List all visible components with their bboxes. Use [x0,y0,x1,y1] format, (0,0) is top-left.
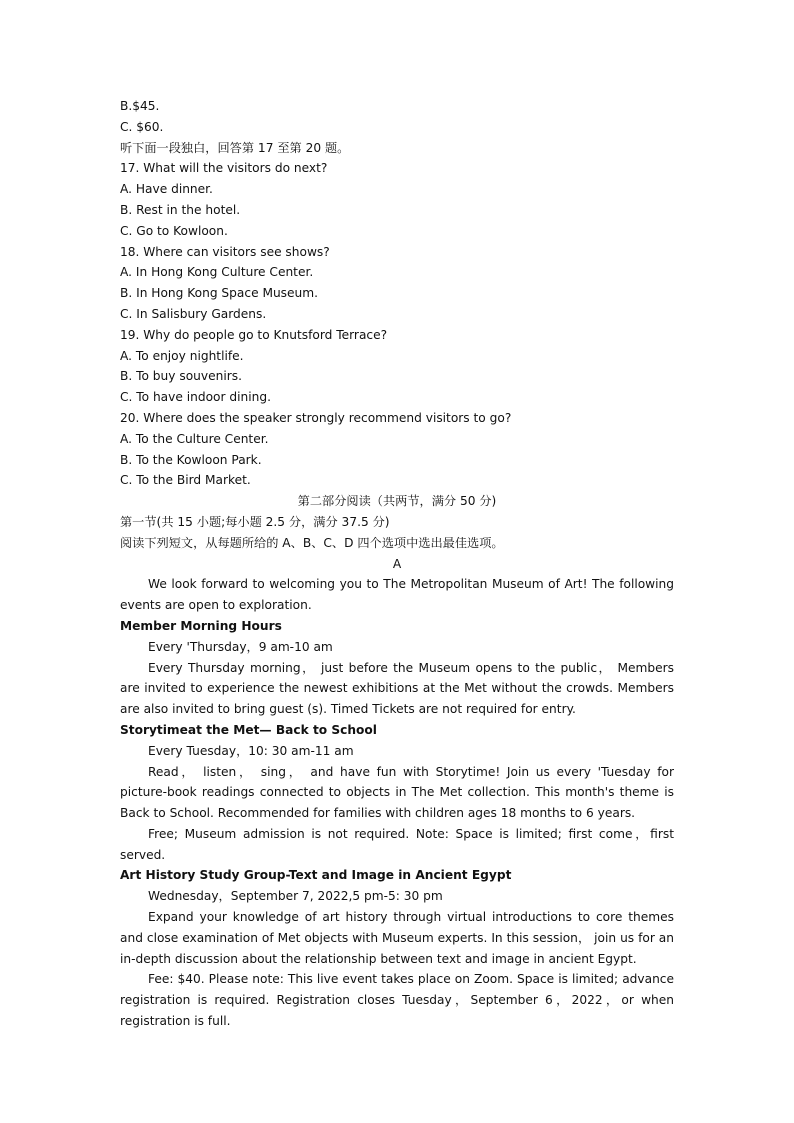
event-description: Read， listen， sing， and have fun with Storytime! Join us every 'Tuesday for picture-book readings connected to objects in The Met collection. This month's theme is Back to School. Recommended for families with children ages 18 months to 6 years. [120,764,674,821]
event-time: Every Tuesday，10: 30 am-11 am [148,743,354,758]
option-a: A. To the Culture Center. [120,431,269,446]
option-a: A. Have dinner. [120,182,213,197]
listening-instruction: 听下面一段独白，回答第 17 至第 20 题。 [120,140,350,155]
option-a: A. In Hong Kong Culture Center. [120,265,314,280]
event-description: Every Thursday morning， just before the Museum opens to the public， Members are invited to experience the newest exhibitions at the Met without the crowds. Members are also invited to bring guest (s). Timed Tickets are not required for entry. [120,660,674,717]
passage-label: A [392,556,402,571]
option-c-q16: C. $60. [120,119,164,134]
event-description: Expand your knowledge of art history through virtual introductions to core themes and close examination of Met objects with Museum experts. In this session， join us for an in-depth discussion about the relationship between text and image in ancient Egypt. [120,910,674,966]
event-member-morning-hours [120,616,674,720]
event-note: Free; Museum admission is not required. Note: Space is limited; first come，first served. [120,826,674,862]
question-text: 19. Why do people go to Knutsford Terrace? [120,327,388,342]
event-title: Member Morning Hours [120,618,282,633]
question-text: 18. Where can visitors see shows? [120,244,330,259]
option-b: B. To the Kowloon Park. [120,452,262,467]
option-b: B. In Hong Kong Space Museum. [120,286,319,301]
option-c: C. In Salisbury Gardens. [120,306,267,321]
part-two-title: 第二部分阅读（共两节，满分 50 分) [297,494,497,509]
option-c: C. Go to Kowloon. [120,223,228,238]
event-title: Art History Study Group-Text and Image in Ancient Egypt [120,868,512,883]
passage-intro: We look forward to welcoming you to The Metropolitan Museum of Art! The following events are open to exploration. [120,577,674,613]
question-19 [120,325,674,408]
exam-page [120,96,674,1032]
question-text: 17. What will the visitors do next? [120,161,328,176]
reading-instruction: 阅读下列短文，从每题所给的 A、B、C、D 四个选项中选出最佳选项。 [120,535,504,550]
option-b: B. Rest in the hotel. [120,202,241,217]
event-note: Fee: $40. Please note: This live event takes place on Zoom. Space is limited; advance registration is required. Registration closes Tuesday，September 6，2022，or when registration is full. [120,972,674,1029]
question-17 [120,158,674,241]
question-text: 20. Where does the speaker strongly recommend visitors to go? [120,410,512,425]
option-c: C. To have indoor dining. [120,390,271,405]
option-b: B. To buy souvenirs. [120,369,242,384]
event-storytime [120,720,674,866]
event-time: Wednesday，September 7, 2022,5 pm-5: 30 pm [148,889,443,904]
option-b-q16: B.$45. [120,99,160,113]
question-18 [120,242,674,325]
event-art-history-study-group [120,865,674,1031]
event-time: Every 'Thursday，9 am-10 am [148,639,333,654]
option-a: A. To enjoy nightlife. [120,348,244,363]
question-20 [120,408,674,491]
section-one-title: 第一节(共 15 小题;每小题 2.5 分，满分 37.5 分) [120,514,390,529]
option-c: C. To the Bird Market. [120,473,251,488]
event-title: Storytimeat the Met— Back to School [120,722,377,737]
